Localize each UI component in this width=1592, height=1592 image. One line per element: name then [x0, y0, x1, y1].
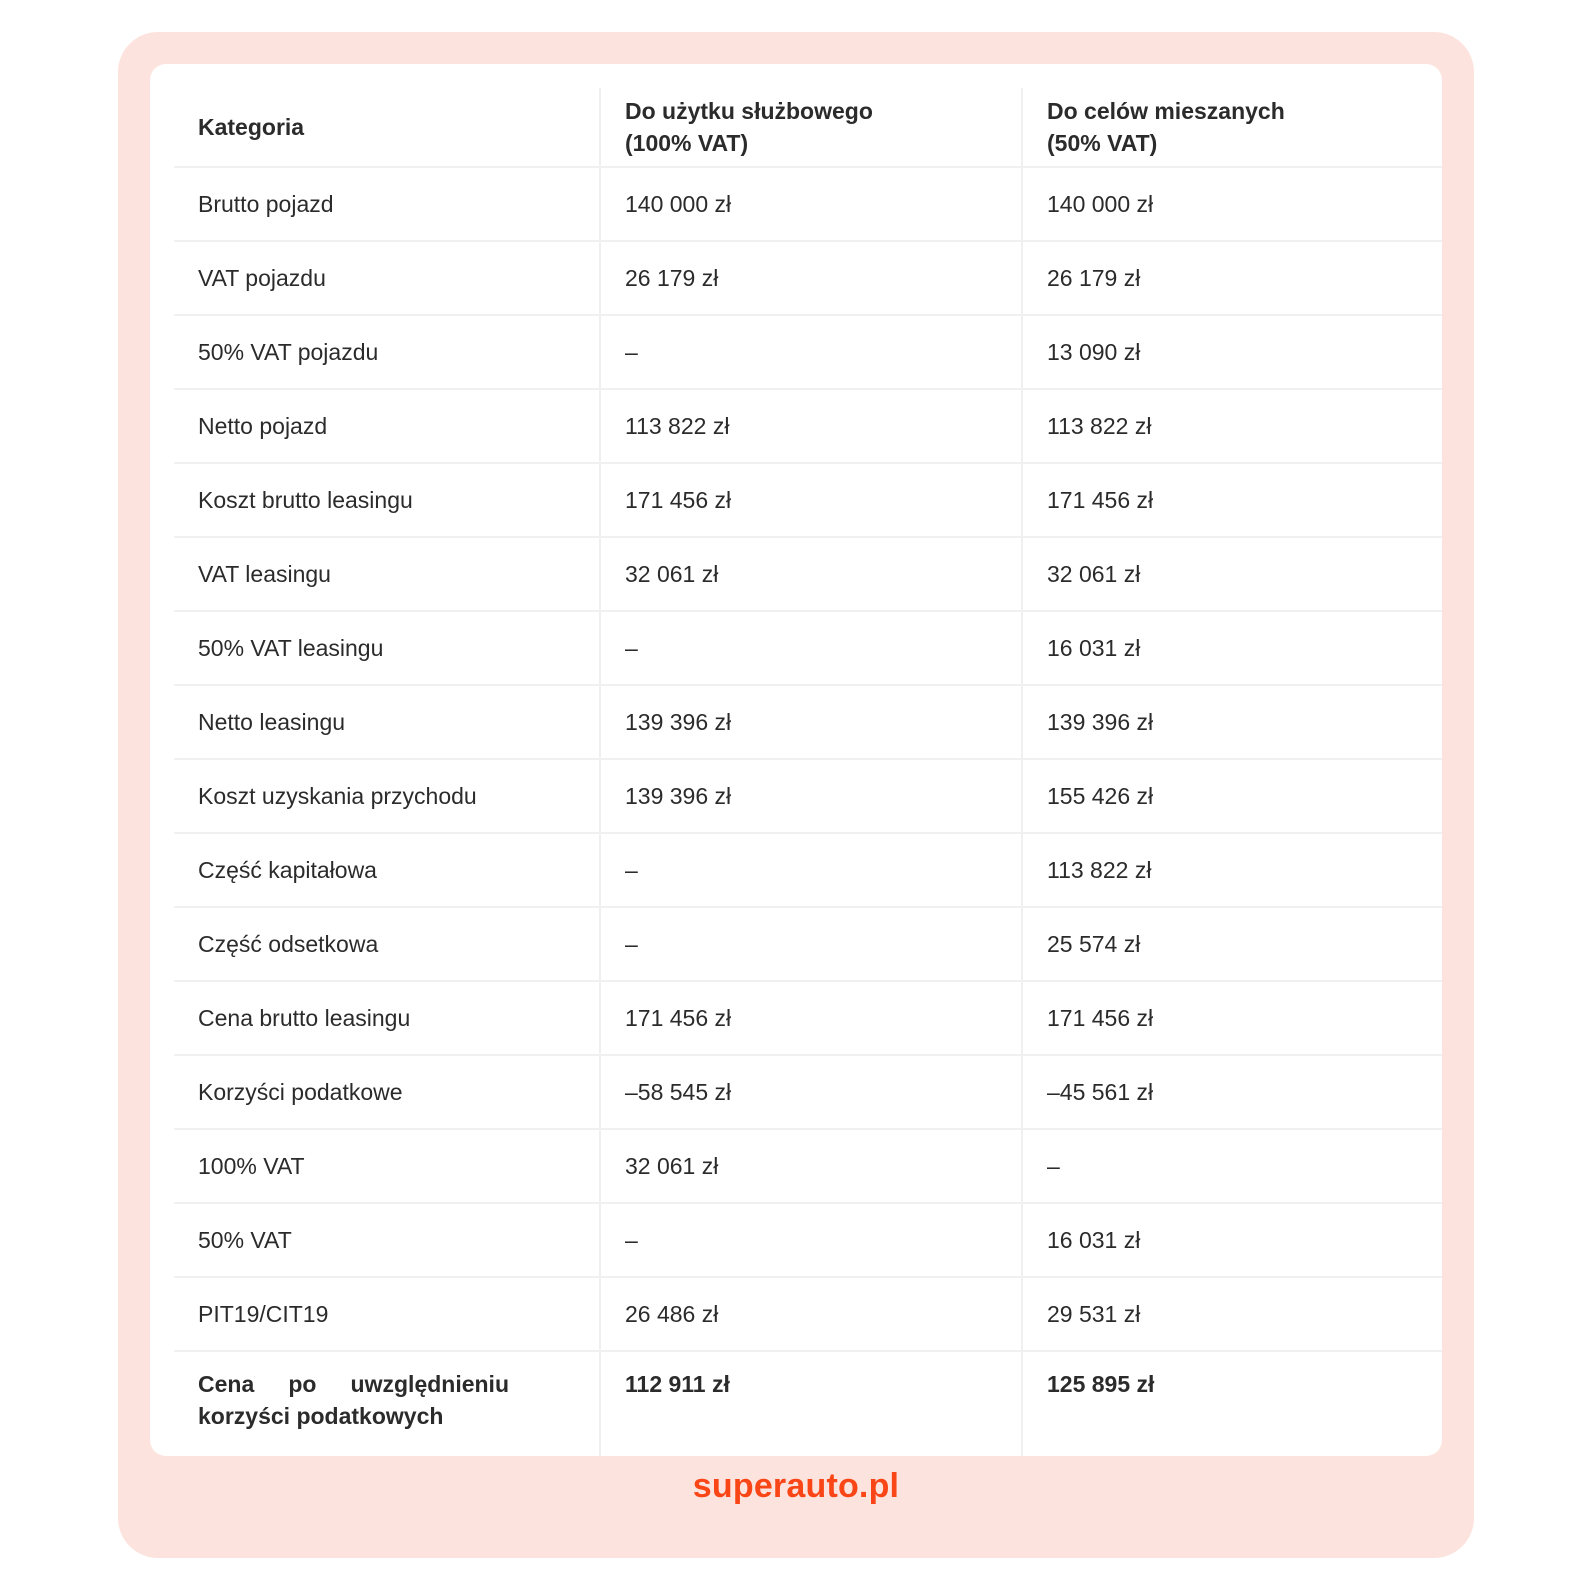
header-category: Kategoria [174, 88, 600, 167]
business-use-value: – [600, 315, 1022, 389]
business-use-value: – [600, 907, 1022, 981]
row-label: Korzyści podatkowe [174, 1055, 600, 1129]
mixed-use-value: 155 426 zł [1022, 759, 1442, 833]
row-label: 50% VAT [174, 1203, 600, 1277]
table-row [174, 1277, 1442, 1351]
business-use-value: 32 061 zł [600, 537, 1022, 611]
business-use-value: 140 000 zł [600, 167, 1022, 241]
table-header-row [174, 88, 1442, 167]
row-label: Koszt uzyskania przychodu [174, 759, 600, 833]
row-label: 100% VAT [174, 1129, 600, 1203]
table-row [174, 1129, 1442, 1203]
mixed-use-value: 139 396 zł [1022, 685, 1442, 759]
mixed-use-value: 32 061 zł [1022, 537, 1442, 611]
table-row [174, 537, 1442, 611]
business-use-value: – [600, 611, 1022, 685]
table-row [174, 241, 1442, 315]
mixed-use-value: 13 090 zł [1022, 315, 1442, 389]
row-label: Koszt brutto leasingu [174, 463, 600, 537]
table-row [174, 1055, 1442, 1129]
leasing-comparison-table [174, 88, 1442, 1456]
mixed-use-value: 140 000 zł [1022, 167, 1442, 241]
table-row [174, 315, 1442, 389]
business-use-value: 112 911 zł [600, 1351, 1022, 1456]
mixed-use-value: 171 456 zł [1022, 463, 1442, 537]
row-label: PIT19/CIT19 [174, 1277, 600, 1351]
mixed-use-value: – [1022, 1129, 1442, 1203]
table-row [174, 833, 1442, 907]
comparison-card [150, 64, 1442, 1456]
business-use-value: 139 396 zł [600, 759, 1022, 833]
row-label: Cena po uwzględnieniu korzyści podatkowych [198, 1371, 509, 1429]
row-label: 50% VAT leasingu [174, 611, 600, 685]
row-label: Cena brutto leasingu [174, 981, 600, 1055]
mixed-use-value: 29 531 zł [1022, 1277, 1442, 1351]
business-use-value: 113 822 zł [600, 389, 1022, 463]
page-frame [118, 32, 1474, 1558]
table-row [174, 759, 1442, 833]
business-use-value: – [600, 833, 1022, 907]
table-row [174, 907, 1442, 981]
row-label: Brutto pojazd [174, 167, 600, 241]
business-use-value: 171 456 zł [600, 981, 1022, 1055]
business-use-value: 26 486 zł [600, 1277, 1022, 1351]
table-row [174, 167, 1442, 241]
mixed-use-value: 171 456 zł [1022, 981, 1442, 1055]
mixed-use-value: 125 895 zł [1022, 1351, 1442, 1456]
mixed-use-value: 113 822 zł [1022, 833, 1442, 907]
business-use-value: 139 396 zł [600, 685, 1022, 759]
row-label: VAT leasingu [174, 537, 600, 611]
mixed-use-value: 26 179 zł [1022, 241, 1442, 315]
row-label: Część kapitałowa [174, 833, 600, 907]
table-row [174, 611, 1442, 685]
row-label: Netto pojazd [174, 389, 600, 463]
table-row [174, 1203, 1442, 1277]
table-row [174, 1351, 1442, 1456]
business-use-value: 26 179 zł [600, 241, 1022, 315]
row-label: VAT pojazdu [174, 241, 600, 315]
mixed-use-value: 113 822 zł [1022, 389, 1442, 463]
business-use-value: –58 545 zł [600, 1055, 1022, 1129]
superauto-logo: superauto.pl [692, 1467, 900, 1505]
header-mixed-use: Do celów mieszanych (50% VAT) [1022, 88, 1442, 167]
mixed-use-value: 16 031 zł [1022, 1203, 1442, 1277]
row-label: Netto leasingu [174, 685, 600, 759]
table-row [174, 981, 1442, 1055]
mixed-use-value: 16 031 zł [1022, 611, 1442, 685]
business-use-value: 171 456 zł [600, 463, 1022, 537]
row-label: 50% VAT pojazdu [174, 315, 600, 389]
business-use-value: – [600, 1203, 1022, 1277]
table-row [174, 685, 1442, 759]
mixed-use-value: –45 561 zł [1022, 1055, 1442, 1129]
business-use-value: 32 061 zł [600, 1129, 1022, 1203]
table-row [174, 389, 1442, 463]
header-business-use: Do użytku służbowego (100% VAT) [600, 88, 1022, 167]
row-label: Część odsetkowa [174, 907, 600, 981]
mixed-use-value: 25 574 zł [1022, 907, 1442, 981]
table-row [174, 463, 1442, 537]
